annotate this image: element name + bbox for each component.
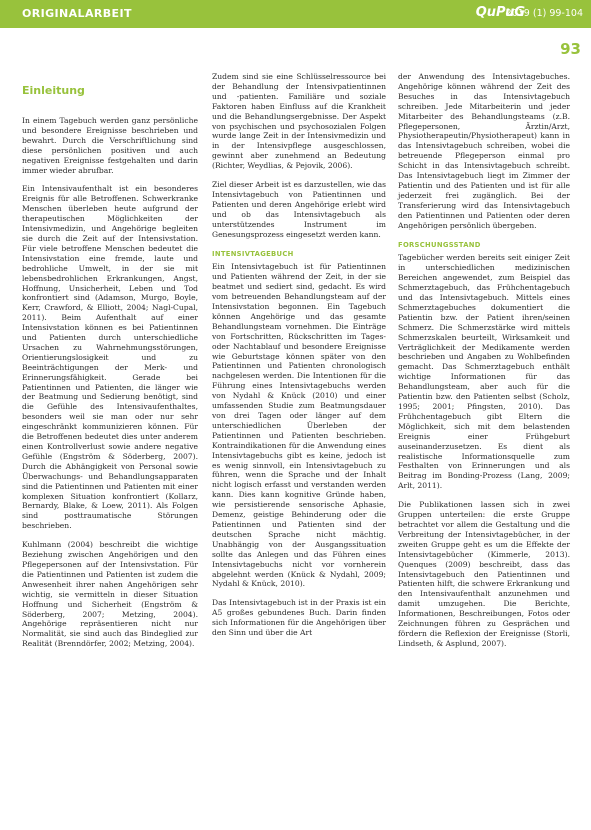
- paragraph: Die Publikationen lassen sich in zwei Gruppen unterteilen: die erste Gruppe betrachtet vor allem die Gestaltung und die Verbreitung der Intensivtagebücher, in der zweiten Gruppe geht es um die Effekte der Intensivtagebücher (Kimmerle, 2013). Quenques (2009) beschreibt, dass das Intensivtagebuch den Patientinnen und Patienten hilft, die schwere Erkrankung und den Intensivaufenthalt anzunehmen und damit umzugehen. Die Berichte, Informationen, Beschreibungen, Fotos oder Zeichnungen führen zu Gesprächen und fördern die Reflexion der Ereignisse (Storli, Lindseth, & Asplund, 2007).: [398, 500, 570, 648]
- paragraph: Tagebücher werden bereits seit einiger Zeit in unterschiedlichen medizinischen Bereichen angewendet, zum Beispiel das Schmerztagebuch, das Frühchentagebuch und das Intensivtagebuch. Mittels eines Schmerztagebuches dokumentiert die Patientin bzw. der Patient ihren/seinen Schmerz. Die Schmerzstärke wird mittels Schmerzskalen beurteilt, Wirksamkeit und Verträglichkeit der Medikamente werden beschrieben und Angaben zu Wohlbefinden gemacht. Das Schmerztagebuch enthält wichtige Informationen für das Behandlungsteam, aber auch für die Patientin bzw. den Patienten selbst (Scholz, 1995; 2001; Pfingsten, 2010). Das Frühchentagebuch gibt Eltern die Möglichkeit, sich mit dem belastenden Ereignis einer Frühgeburt auseinanderzusetzen. Es dient als realistische Informationsquelle zum Festhalten von Erinnerungen und als Beitrag im Bonding-Prozess (Lang, 2009; Arlt, 2011).: [398, 253, 570, 491]
- paragraph: Ein Intensivaufenthalt ist ein besonderes Ereignis für alle Betroffenen. Schwerkranke Menschen überleben heute aufgrund der therapeutischen Möglichkeiten der Intensivmedizin, und Angehörige begleiten sie durch die Zeit auf der Intensivstation. Für viele betroffene Menschen bedeutet die Intensivstation eine fremde, laute und bedrohliche Umwelt, in der sie mit lebensbedrohlichen Erkrankungen, Angst, Hoffnung, Unsicherheit, Leben und Tod konfrontiert sind (Adamson, Murgo, Boyle, Kerr, Crawford, & Elliott, 2004; Nagl-Cupal, 2011). Beim Aufenthalt auf einer Intensivstation können es bei Patientinnen und Patienten durch unterschiedliche Ursachen zu Wahrnehmungsstörungen, Orientierungslosigkeit und zu Beeinträchtigungen der Merk- und Erinnerungsfähigkeit. Gerade bei Patientinnen und Patienten, die länger wie der Beatmung und Sedierung benötigt, sind die Gefühle des Intensivaufenthaltes, besonders weil sie man oder nur sehr eingeschränkt kommunizieren können. Für die Betroffenen bedeutet dies unter anderem einen Kontrollverlust sowie andere negative Gefühle (Engström & Söderberg, 2007). Durch die Abhängigkeit von Personal sowie Überwachungs- und Behandlungsapparaten sind die Patientinnen und Patienten mit einer komplexen Situation konfrontiert (Kollarz, Bernardy, Blake, & Loew, 2011). Als Folgen sind posttraumatische Störungen beschrieben.: [22, 184, 198, 531]
- paragraph: Kuhlmann (2004) beschreibt die wichtige Beziehung zwischen Angehörigen und den Pflegepersonen auf der Intensivstation. Für die Patientinnen und Patienten ist zudem die Anwesenheit ihrer nahen Angehörigen sehr wichtig, sie vermitteln in dieser Situation Hoffnung und Sicherheit (Engström & Söderberg, 2007; Metzing, 2004). Angehörige repräsentieren nicht nur Normalität, sie sind auch das Bindeglied zur Realität (Brenndörfer, 2002; Metzing, 2004).: [22, 540, 198, 649]
- paragraph: der Anwendung des Intensivtagebuches. Angehörige können während der Zeit des Besuches in das Intensivtagebuch schreiben. Jede Mitarbeiterin und jeder Mitarbeiter des Behandlungsteams (z.B. Pflegepersonen, Ärztin/Arzt, Physiotherapeutin/Physiotherapeut) kann in das Intensivtagebuch schreiben, wobei die betreuende Pflegeperson einmal pro Schicht in das Intensivtagebuch schreibt. Das Intensivtagebuch liegt im Zimmer der Patientin und des Patienten und ist für alle jederzeit frei zugänglich. Bei der Transferierung wird das Intensivtagebuch den Patientinnen und Patienten oder deren Angehörigen persönlich übergeben.: [398, 72, 570, 230]
- header-bar: [0, 0, 591, 28]
- text-column-2: [212, 72, 386, 647]
- paragraph: Ein Intensivtagebuch ist für Patientinnen und Patienten während der Zeit, in der sie beatmet und sediert sind, gedacht. Es wird vom betreuenden Behandlungsteam auf der Intensivstation begonnen. Ein Tagebuch können Angehörige und das gesamte Behandlungsteam vornehmen. Die Einträge von Fortschritten, Rückschritten im Tages- oder Nachtablauf und besondere Ereignisse wie Geburtstage können später von den Patientinnen und Patienten chronologisch nachgelesen werden. Die Intentionen für die Führung eines Intensivtagebuchs werden von Nydahl & Knück (2010) und einer umfassenden Studie zum Beatmungsdauer von drei Tagen oder länger auf dem unterschiedlichen Überleben der Patientinnen und Patienten beschrieben. Kontraindikationen für die Anwendung eines Intensivtagebuchs gibt es keine, jedoch ist es wenig sinnvoll, ein Intensivtagebuch zu führen, wenn die Sprache und der Inhalt nicht logisch erfasst und verstanden werden kann. Dies kann kognitive Gründe haben, wie persistierende sensorische Aphasie, Demenz, geistige Behinderung oder die Patientinnen und Patienten sind der deutschen Sprache nicht mächtig. Unabhängig von der Ausgangssituation sollte das Anlegen und das Führen eines Intensivtagebuchs nicht vor vornherein abgelehnt werden (Knück & Nydahl, 2009; Nydahl & Knück, 2010).: [212, 262, 386, 589]
- page-number: 93: [560, 40, 581, 58]
- subheading: FORSCHUNGSSTAND: [398, 240, 481, 249]
- section-label: ORIGINALARBEIT: [22, 7, 132, 20]
- text-column-3: [398, 72, 570, 658]
- text-column-1: [22, 116, 198, 658]
- paragraph: Ziel dieser Arbeit ist es darzustellen, wie das Intensivtagebuch von Patientinnen und Patienten und deren Angehörige erlebt wird und ob das Intensivtagebuch als unterstützendes Instrument im Genesungsprozess eingesetzt werden kann.: [212, 180, 386, 239]
- paragraph: Zudem sind sie eine Schlüsselressource bei der Behandlung der Intensivpatientinnen und -patienten. Familiäre und soziale Faktoren haben Einfluss auf die Krankheit und die Behandlungsergebnisse. Der Aspekt von psychischen und psychosozialen Folgen wurde lange Zeit in der Intensivmedizin und in der Intensivpflege ausgeschlossen, gewinnt aber zunehmend an Bedeutung (Richter, Weydlias, & Pejovik, 2006).: [212, 72, 386, 171]
- journal-citation: 2019 (1) 99-104: [505, 8, 583, 19]
- paragraph: Das Intensivtagebuch ist in der Praxis ist ein A5 großes gebundenes Buch. Darin finden sich Informationen für die Angehörigen über den Sinn und über die Art: [212, 598, 386, 638]
- paragraph: In einem Tagebuch werden ganz persönliche und besondere Ereignisse beschrieben und bewahrt. Durch die Verschriftlichung sind diese persönlichen positiven und auch negativen Ereignisse festgehalten und darin immer wieder abrufbar.: [22, 116, 198, 175]
- journal-name: QuPuG: [475, 5, 525, 20]
- section-heading: Einleitung: [22, 84, 85, 97]
- subheading: INTENSIVTAGEBUCH: [212, 249, 294, 258]
